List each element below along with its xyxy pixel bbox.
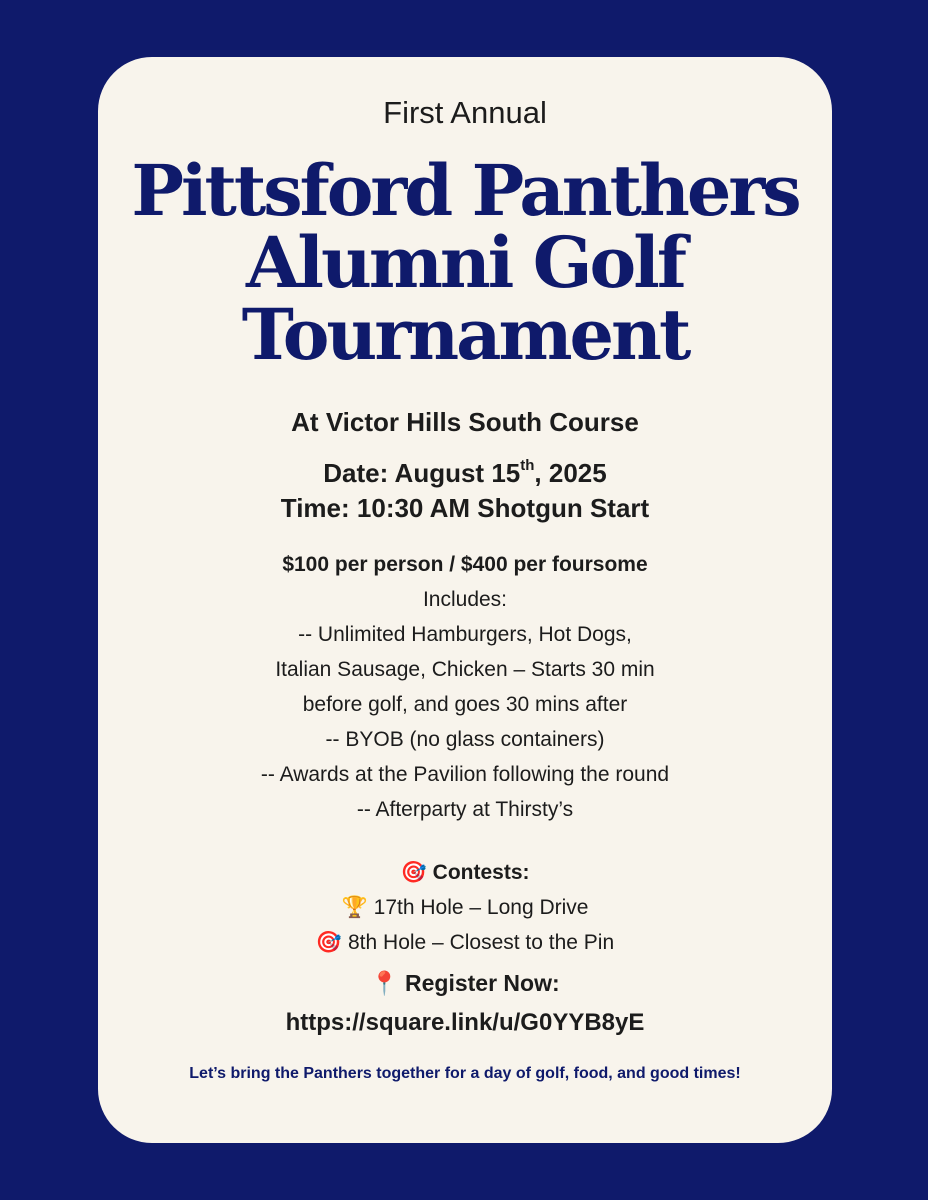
target-icon: 🎯 [400, 861, 427, 884]
includes-label: Includes: [422, 588, 508, 611]
flyer-card [98, 57, 832, 1143]
title-line: Pittsford Panthers [131, 149, 799, 232]
contest-item [98, 925, 832, 960]
date-text [98, 444, 832, 487]
date-main: Date: August 15 [323, 458, 521, 488]
includes-item: before golf, and goes 30 mins after [302, 693, 628, 716]
title-line: Tournament [241, 293, 689, 376]
contest-item [98, 890, 832, 925]
price-text: $100 per person / $400 per foursome [282, 553, 648, 576]
contest-text: 8th Hole – Closest to the Pin [348, 931, 615, 954]
pricing-section [98, 547, 832, 827]
contests-section [98, 855, 832, 960]
eyebrow-text: First Annual [383, 95, 547, 130]
contests-label: Contests: [432, 861, 530, 884]
register-section [98, 963, 832, 1043]
includes-item: -- Unlimited Hamburgers, Hot Dogs, [298, 623, 632, 646]
date-year: , 2025 [534, 458, 607, 488]
time-text: Time: 10:30 AM Shotgun Start [280, 493, 650, 523]
contest-text: 17th Hole – Long Drive [373, 896, 589, 919]
event-details [98, 401, 832, 530]
includes-item: -- Awards at the Pavilion following the round [260, 763, 670, 786]
trophy-icon: 🏆 [341, 896, 368, 919]
venue-text: At Victor Hills South Course [291, 407, 639, 437]
contests-heading [98, 855, 832, 890]
pin-icon: 📍 [370, 970, 399, 996]
register-label: Register Now: [405, 970, 560, 996]
title-line: Alumni Golf [246, 221, 684, 304]
target-icon: 🎯 [315, 931, 342, 954]
includes-item: -- BYOB (no glass containers) [325, 728, 605, 751]
event-title [98, 149, 832, 376]
includes-item: Italian Sausage, Chicken – Starts 30 min [275, 658, 655, 681]
register-link[interactable]: https://square.link/u/G0YYB8yE [285, 1009, 645, 1036]
register-heading [98, 963, 832, 1003]
tagline-text: Let’s bring the Panthers together for a day of golf, food, and good times! [189, 1065, 741, 1082]
date-ordinal: th [520, 457, 535, 474]
includes-item: -- Afterparty at Thirsty’s [356, 798, 574, 821]
